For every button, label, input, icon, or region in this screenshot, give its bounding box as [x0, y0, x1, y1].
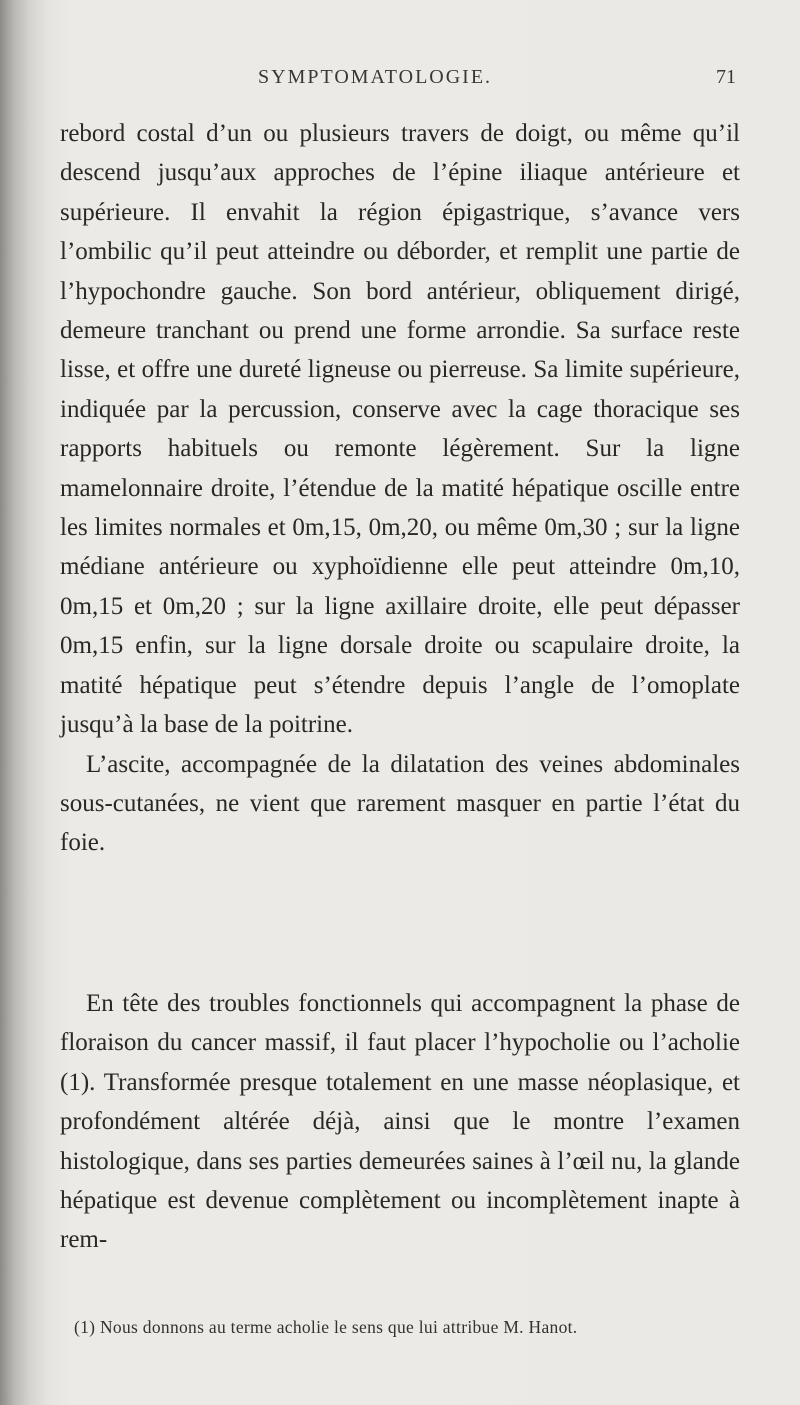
- paragraph-troubles-fonctionnels: En tête des troubles fonctionnels qui accompagnent la phase de floraison du cancer massif, il faut placer l’hypocholie ou l’acholie (1). Transformée presque totalement en une masse néoplasique, et profondément altérée déjà, ainsi que le montre l’examen histologique, dans ses parties demeurées saines à l’œil nu, la glande hépatique est devenue complètement ou incomplètement inapte à rem-: [60, 990, 740, 1254]
- page-header: [0, 62, 800, 96]
- page-number: 71: [716, 66, 736, 88]
- paragraph-continuation: rebord costal d’un ou plusieurs travers de doigt, ou même qu’il descend jusqu’aux approches de l’épine iliaque antérieure et supérieure. Il envahit la région épigastrique, s’avance vers l’ombilic qu’il peut atteindre ou déborder, et remplit une partie de l’hypochondre gauche. Son bord antérieur, obliquement dirigé, demeure tranchant ou prend une forme arrondie. Sa surface reste lisse, et offre une dureté ligneuse ou pierreuse. Sa limite supérieure, indiquée par la percussion, conserve avec la cage thoracique ses rapports habituels ou remonte légèrement. Sur la ligne mamelonnaire droite, l’étendue de la matité hépatique oscille entre les limites normales et 0m,15, 0m,20, ou même 0m,30 ; sur la ligne médiane antérieure ou xyphoïdienne elle peut atteindre 0m,10, 0m,15 et 0m,20 ; sur la ligne axillaire droite, elle peut dépasser 0m,15 enfin, sur la ligne dorsale droite ou scapulaire droite, la matité hépatique peut s’étendre depuis l’angle de l’omoplate jusqu’à la base de la poitrine.: [60, 120, 740, 739]
- main-text-block: [60, 114, 740, 863]
- footnote: (1) Nous donnons au terme acholie le sens que lui attribue M. Hanot.: [74, 1317, 578, 1337]
- running-head: SYMPTOMATOLOGIE.: [258, 66, 493, 88]
- second-text-block: [60, 984, 740, 1260]
- paragraph-ascite: L’ascite, accompagnée de la dilatation des veines abdominales sous-cutanées, ne vient que rarement masquer en partie l’état du foie.: [60, 750, 740, 857]
